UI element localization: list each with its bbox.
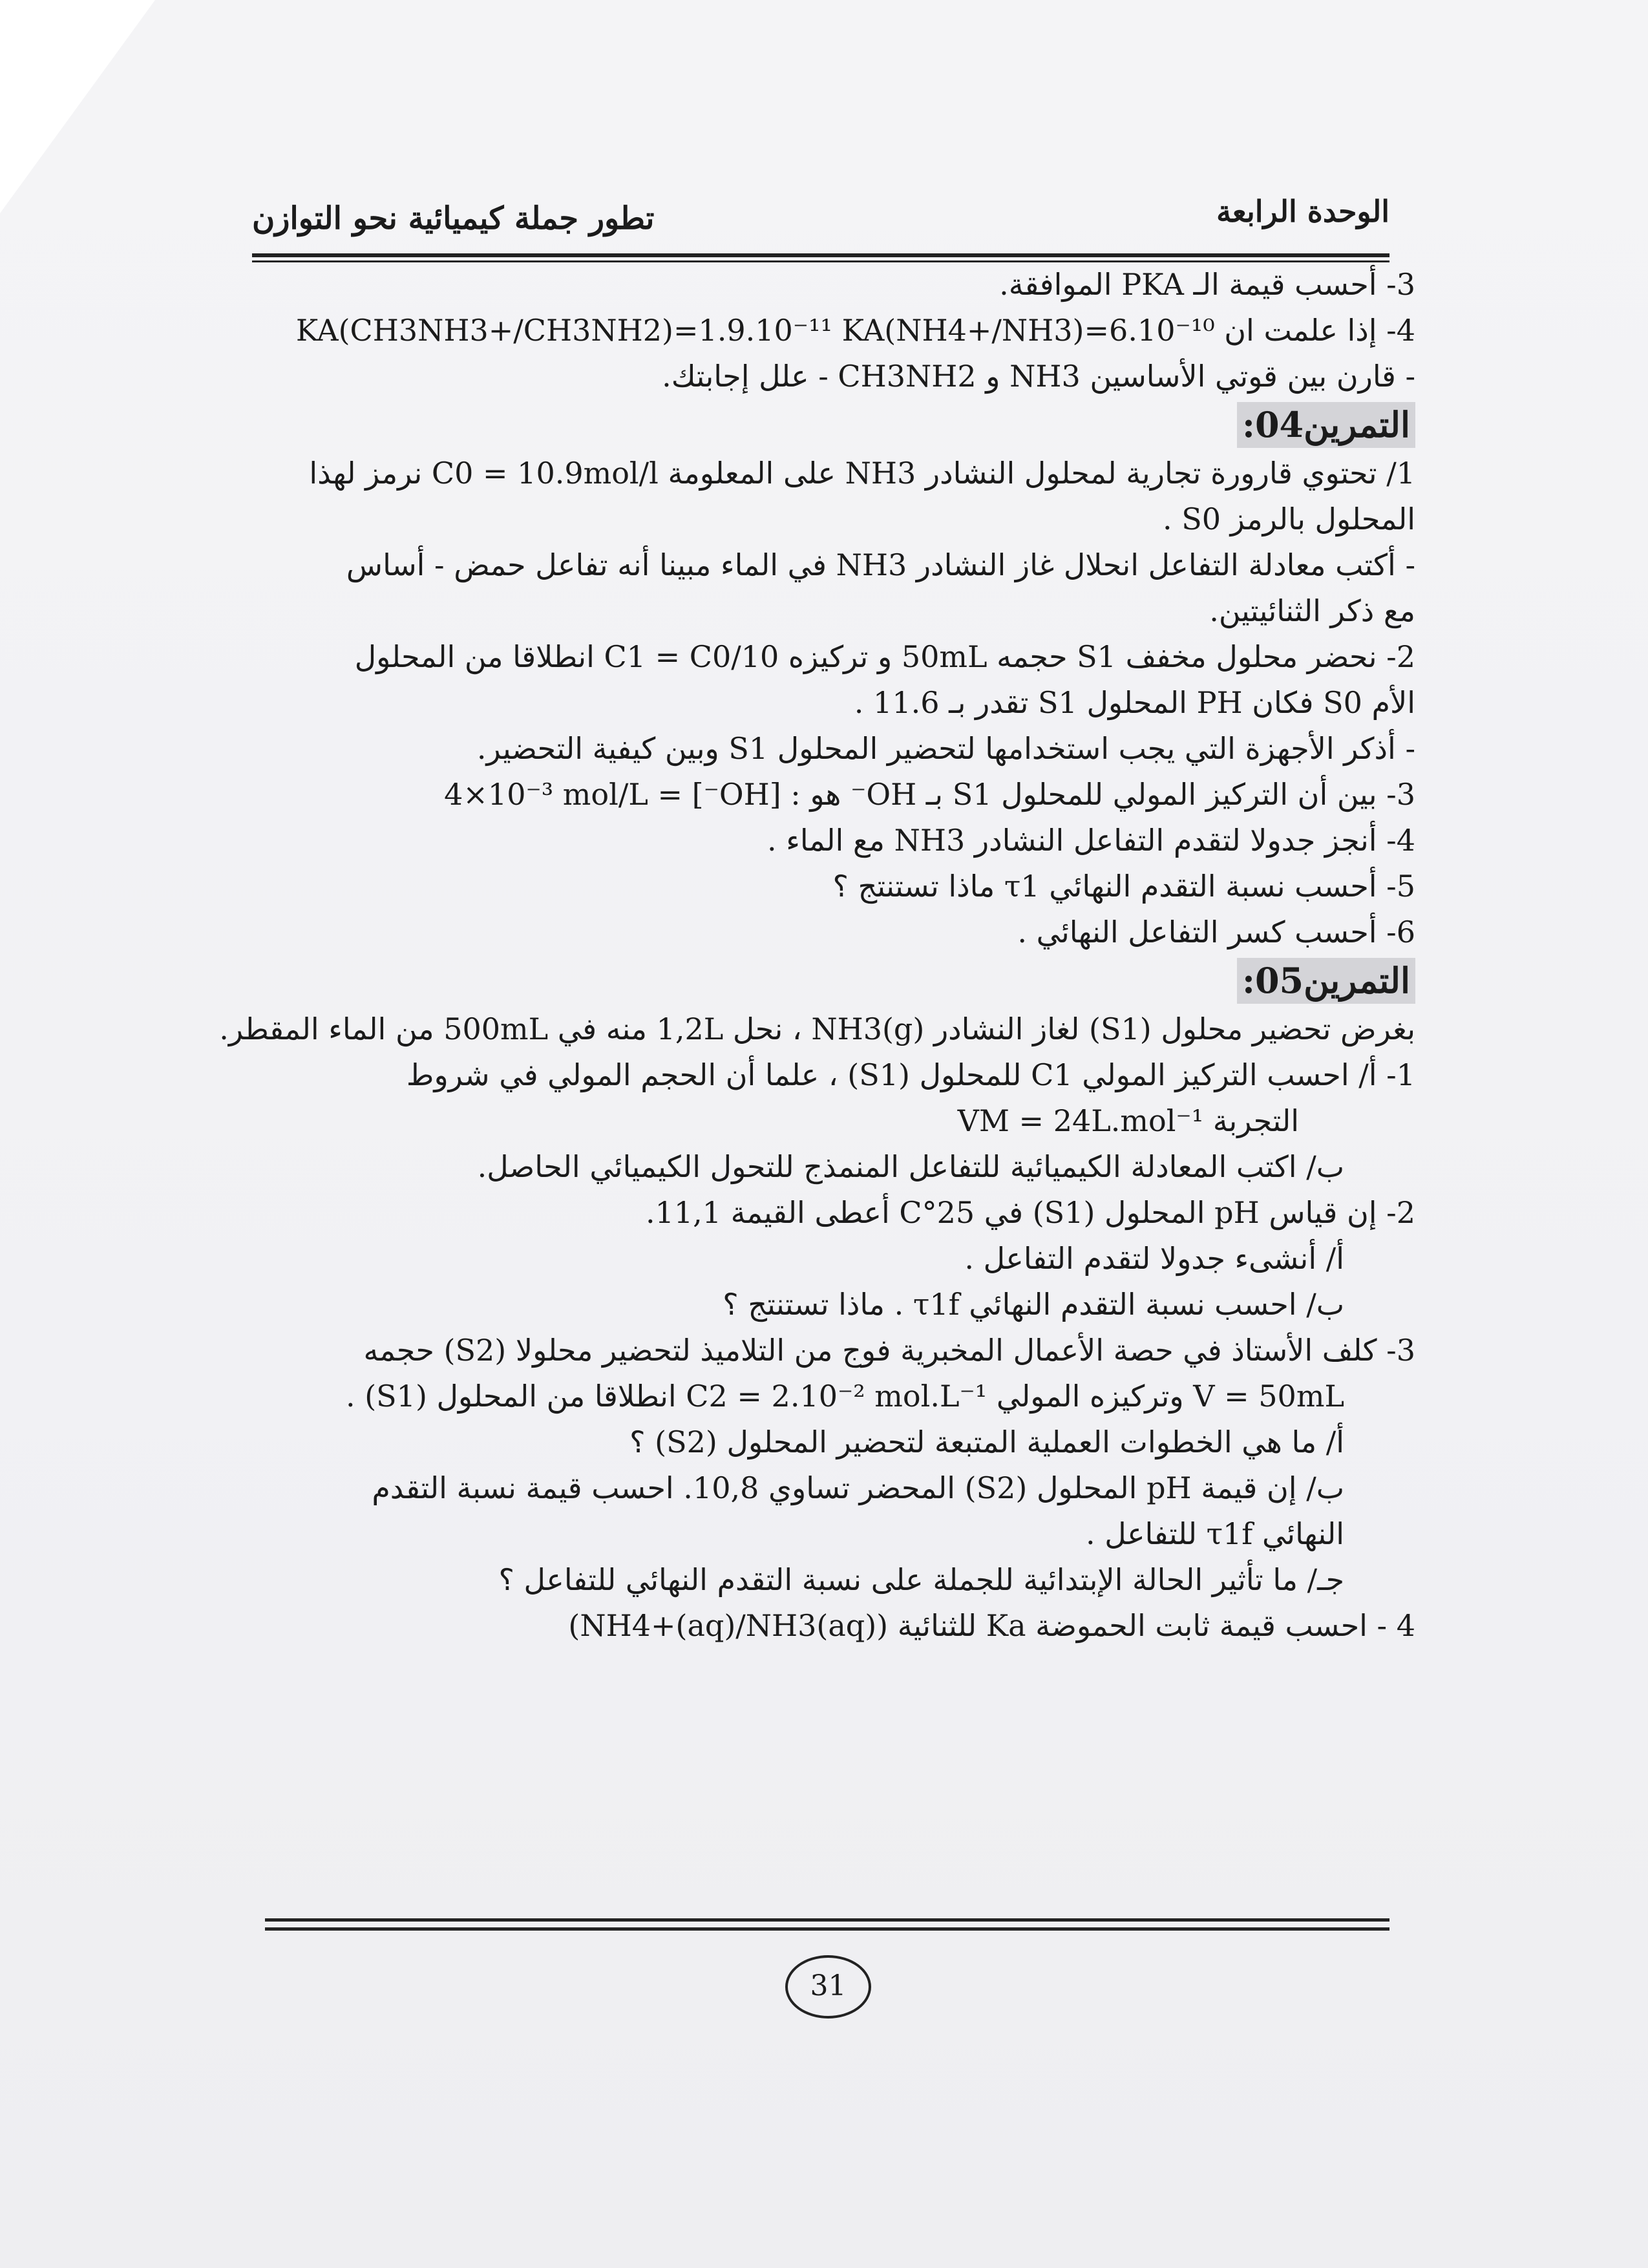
exercise-heading-label: التمرين05: — [1237, 958, 1415, 1004]
text-line: 2- إن قياس pH المحلول (S1) في 25°C أعطى القيمة 11,1. — [645, 1195, 1415, 1230]
text-line: 4- إذا علمت ان KA(CH3NH3+/CH3NH2)=1.9.10⁻¹¹ KA(NH4+/NH3)=6.10⁻¹⁰ — [295, 313, 1415, 348]
exercise-heading — [246, 399, 1415, 450]
text-line: النهائي τ1f للتفاعل . — [1086, 1516, 1344, 1551]
text-line: 6- أحسب كسر التفاعل النهائي . — [1017, 915, 1415, 949]
text-line: جـ/ ما تأثير الحالة الإبتدائية للجملة على نسبة التقدم النهائي للتفاعل ؟ — [498, 1562, 1344, 1597]
text-line: مع ذكر الثنائيتين. — [1209, 593, 1415, 628]
text-line: 3- أحسب قيمة الـ PKA الموافقة. — [999, 267, 1415, 302]
text-line: ب/ احسب نسبة التقدم النهائي τ1f . ماذا تستنتج ؟ — [723, 1287, 1344, 1322]
text-line: - أكتب معادلة التفاعل انحلال غاز النشادر NH3 في الماء مبينا أنه تفاعل حمض - أساس — [346, 547, 1415, 582]
text-line: أ/ ما هي الخطوات العملية المتبعة لتحضير المحلول (S2) ؟ — [629, 1425, 1344, 1459]
text-line: - أذكر الأجهزة التي يجب استخدامها لتحضير المحلول S1 وبين كيفية التحضير. — [476, 731, 1415, 766]
folded-corner — [0, 0, 155, 213]
text-line: ب/ اكتب المعادلة الكيميائية للتفاعل المنمذج للتحول الكيميائي الحاصل. — [477, 1149, 1344, 1184]
topic-title: تطور جملة كيميائية نحو التوازن — [252, 200, 655, 237]
text-line: - قارن بين قوتي الأساسين NH3 و CH3NH2 - علل إجابتك. — [662, 359, 1415, 394]
text-line: أ/ أنشىء جدولا لتقدم التفاعل . — [964, 1241, 1344, 1276]
text-line: المحلول بالرمز S0 . — [1162, 502, 1415, 536]
text-line: 3- كلف الأستاذ في حصة الأعمال المخبرية فوج من التلاميذ لتحضير محلولا (S2) حجمه — [363, 1333, 1415, 1368]
page-number: 31 — [785, 1955, 871, 2019]
header-rule — [252, 253, 1389, 262]
footer-rule — [265, 1918, 1389, 1931]
text-line: 1- أ/ احسب التركيز المولي C1 للمحلول (S1) ، علما أن الحجم المولي في شروط — [406, 1057, 1415, 1092]
unit-title: الوحدة الرابعة — [1216, 194, 1389, 229]
text-line: 3- بين أن التركيز المولي للمحلول S1 بـ OH⁻ هو : [OH⁻] = 4×10⁻³ mol/L — [444, 777, 1415, 812]
exercise-heading-label: التمرين04: — [1237, 402, 1415, 448]
text-line: 2- نحضر محلول مخفف S1 حجمه 50mL و تركيزه C1 = C0/10 انطلاقا من المحلول — [354, 639, 1415, 674]
exercise-heading — [246, 955, 1415, 1006]
text-line: التجربة VM = 24L.mol⁻¹ — [957, 1103, 1299, 1138]
text-line: 1/ تحتوي قارورة تجارية لمحلول النشادر NH3 على المعلومة C0 = 10.9mol/l نرمز لهذا — [309, 456, 1415, 491]
document-body — [219, 262, 1415, 1649]
text-line: V = 50mL وتركيزه المولي C2 = 2.10⁻² mol.L⁻¹ انطلاقا من المحلول (S1) . — [345, 1379, 1344, 1414]
text-line: ب/ إن قيمة pH المحلول (S2) المحضر تساوي 10,8. احسب قيمة نسبة التقدم — [372, 1470, 1344, 1505]
text-line: 4 - احسب قيمة ثابت الحموضة Ka للثنائية (NH4+(aq)/NH3(aq)) — [568, 1608, 1415, 1643]
text-line: 4- أنجز جدولا لتقدم التفاعل النشادر NH3 مع الماء . — [766, 823, 1415, 858]
page-header — [252, 194, 1389, 252]
text-line: 5- أحسب نسبة التقدم النهائي τ1 ماذا تستنتج ؟ — [832, 869, 1415, 904]
text-line: بغرض تحضير محلول (S1) لغاز النشادر NH3(g) ، نحل 1,2L منه في 500mL من الماء المقطر. — [219, 1012, 1415, 1046]
text-line: الأم S0 فكان PH المحلول S1 تقدر بـ 11.6 . — [854, 685, 1415, 720]
